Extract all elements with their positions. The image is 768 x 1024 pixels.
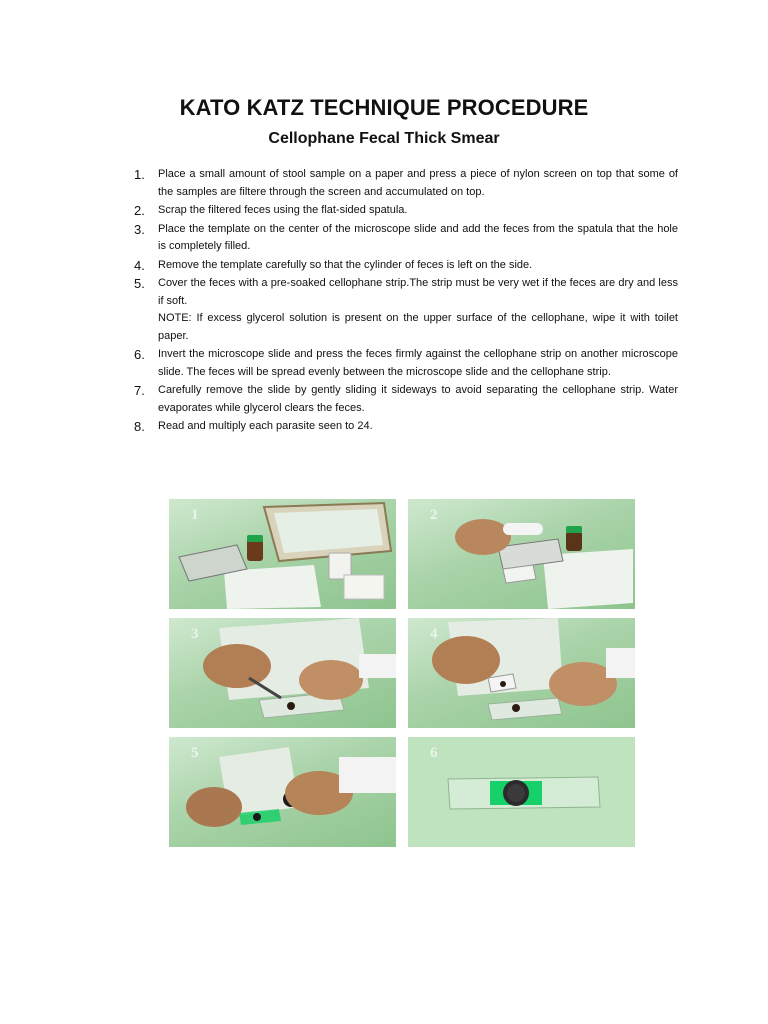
step-text: Place the template on the center of the microscope slide and add the feces from the spatula that the hole is completely filled. <box>158 222 678 252</box>
step-number: 3. <box>134 221 145 237</box>
step-text: Read and multiply each parasite seen to 24. <box>158 420 373 432</box>
procedure-photo-grid <box>169 499 635 847</box>
step-item <box>128 202 678 220</box>
step-number: 7. <box>134 383 145 398</box>
photo-hand-with-screen <box>408 499 635 609</box>
step-text: Place a small amount of stool sample on a paper and press a piece of nylon screen on top that some of the samples are filtere through the screen and accumulated on top. <box>158 168 678 198</box>
document-subtitle: Cellophane Fecal Thick Smear <box>268 130 500 147</box>
step-number: 6. <box>134 347 145 362</box>
photo-spatula-template <box>169 618 396 728</box>
step-text: Cover the feces with a pre-soaked cellophane strip.The strip must be very wet if the feces are dry and less if soft. <box>158 277 678 307</box>
photo-label: 2 <box>430 507 438 523</box>
photo-remove-template <box>408 618 635 728</box>
photo-label: 3 <box>191 626 199 642</box>
step-text: Invert the microscope slide and press the feces firmly against the cellophane strip on another microscope slide. The feces will be spread evenly between the microscope slide and the cellophane strip. <box>158 348 678 378</box>
step-text: Remove the template carefully so that the cylinder of feces is left on the side. <box>158 258 533 271</box>
step-item <box>128 382 678 417</box>
step-item <box>128 166 678 201</box>
step-number: 5. <box>134 276 145 291</box>
step-text: Scrap the filtered feces using the flat-sided spatula. <box>158 204 408 216</box>
photo-label: 6 <box>430 745 438 761</box>
procedure-steps <box>128 166 678 437</box>
step-item <box>128 257 678 275</box>
step-item <box>128 418 678 436</box>
photo-sample-materials <box>169 499 396 609</box>
photo-label: 4 <box>430 626 438 642</box>
step-text: Carefully remove the slide by gently sliding it sideways to avoid separating the cellophane strip. Water evaporates while glycerol clears the feces. <box>158 384 678 414</box>
photo-finished-smear <box>408 737 635 847</box>
photo-label: 5 <box>191 745 199 761</box>
step-number: 4. <box>134 257 145 273</box>
step-number: 8. <box>134 419 145 434</box>
photo-label: 1 <box>191 507 199 523</box>
step-number: 1. <box>134 167 145 182</box>
step-item <box>128 221 678 256</box>
step-item <box>128 275 678 345</box>
step-number: 2. <box>134 203 145 218</box>
document-title: KATO KATZ TECHNIQUE PROCEDURE <box>179 95 589 120</box>
step-note: NOTE: If excess glycerol solution is present on the upper surface of the cellophane, wipe it with toilet paper. <box>158 312 678 342</box>
step-item <box>128 346 678 381</box>
photo-cellophane-cover <box>169 737 396 847</box>
